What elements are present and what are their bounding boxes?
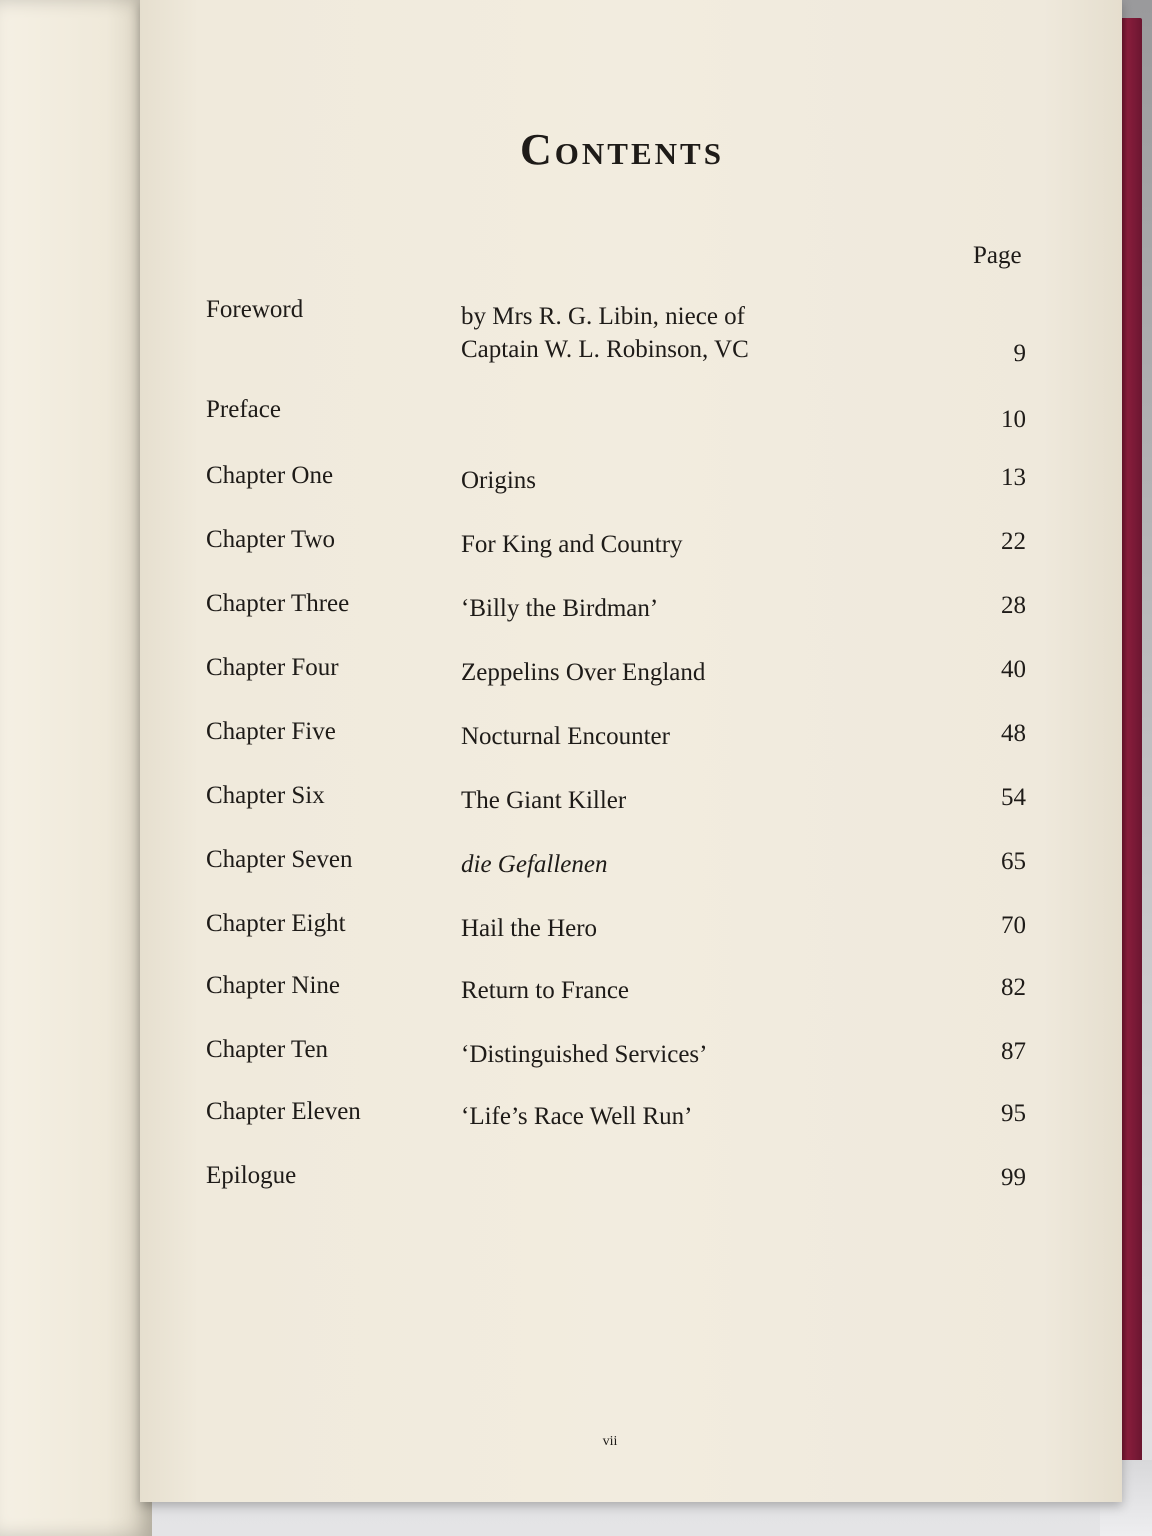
entry-subtitle-line2: Captain W. L. Robinson, VC	[461, 336, 749, 363]
entry-label: Chapter Eleven	[206, 1098, 361, 1125]
entry-label: Chapter Seven	[206, 846, 353, 873]
entry-page-number: 28	[1001, 592, 1026, 619]
toc-entry-chapter-eight	[206, 910, 1026, 950]
entry-label: Chapter Two	[206, 526, 336, 553]
entry-label: Epilogue	[206, 1162, 297, 1189]
toc-entry-preface	[206, 396, 1026, 436]
entry-subtitle: Origins	[461, 467, 536, 494]
entry-page-number: 22	[1001, 528, 1026, 555]
entry-subtitle: ‘Distinguished Services’	[461, 1041, 708, 1068]
toc-entry-foreword	[206, 296, 1026, 376]
toc-entry-chapter-seven	[206, 846, 1026, 886]
entry-label: Chapter Nine	[206, 972, 340, 999]
entry-label: Chapter Four	[206, 654, 339, 681]
entry-page-number: 40	[1001, 656, 1026, 683]
facing-page-edge	[0, 0, 152, 1536]
toc-entry-chapter-five	[206, 718, 1026, 758]
toc-entry-epilogue	[206, 1162, 1026, 1202]
entry-subtitle: die Gefallenen	[461, 851, 608, 878]
entry-subtitle: ‘Life’s Race Well Run’	[461, 1103, 693, 1130]
entry-label: Foreword	[206, 296, 304, 323]
entry-subtitle: Return to France	[461, 977, 630, 1004]
page-folio-number: vii	[602, 1434, 618, 1449]
entry-page-number: 87	[1001, 1038, 1026, 1065]
entry-label: Chapter One	[206, 462, 334, 489]
entry-label: Chapter Ten	[206, 1036, 329, 1063]
entry-label: Chapter Six	[206, 782, 325, 809]
entry-label: Chapter Three	[206, 590, 350, 617]
entry-page-number: 82	[1001, 974, 1026, 1001]
toc-entry-chapter-eleven	[206, 1098, 1026, 1138]
entry-page-number: 48	[1001, 720, 1026, 747]
toc-entry-chapter-three	[206, 590, 1026, 630]
toc-entry-chapter-ten	[206, 1036, 1026, 1076]
entry-page-number: 99	[1001, 1164, 1026, 1191]
entry-subtitle: Zeppelins Over England	[461, 659, 706, 686]
toc-entry-chapter-one	[206, 462, 1026, 502]
entry-label: Chapter Five	[206, 718, 336, 745]
toc-entry-chapter-nine	[206, 972, 1026, 1012]
entry-subtitle-line1: by Mrs R. G. Libin, niece of	[461, 303, 745, 330]
entry-page-number: 13	[1001, 464, 1026, 491]
entry-page-number: 70	[1001, 912, 1026, 939]
entry-page-number: 9	[1013, 340, 1026, 367]
toc-entry-chapter-two	[206, 526, 1026, 566]
entry-page-number: 65	[1001, 848, 1026, 875]
entry-subtitle: ‘Billy the Birdman’	[461, 595, 659, 622]
entry-subtitle: The Giant Killer	[461, 787, 627, 814]
page-title: Contents	[520, 125, 724, 174]
entry-page-number: 54	[1001, 784, 1026, 811]
toc-entry-chapter-six	[206, 782, 1026, 822]
page-column-label: Page	[973, 242, 1022, 269]
entry-page-number: 10	[1001, 406, 1026, 433]
toc-entry-chapter-four	[206, 654, 1026, 694]
entry-label: Chapter Eight	[206, 910, 346, 937]
contents-page	[140, 0, 1122, 1502]
entry-subtitle: Hail the Hero	[461, 915, 598, 942]
entry-subtitle: Nocturnal Encounter	[461, 723, 670, 750]
entry-label: Preface	[206, 396, 281, 423]
entry-page-number: 95	[1001, 1100, 1026, 1127]
entry-subtitle: For King and Country	[461, 531, 683, 558]
